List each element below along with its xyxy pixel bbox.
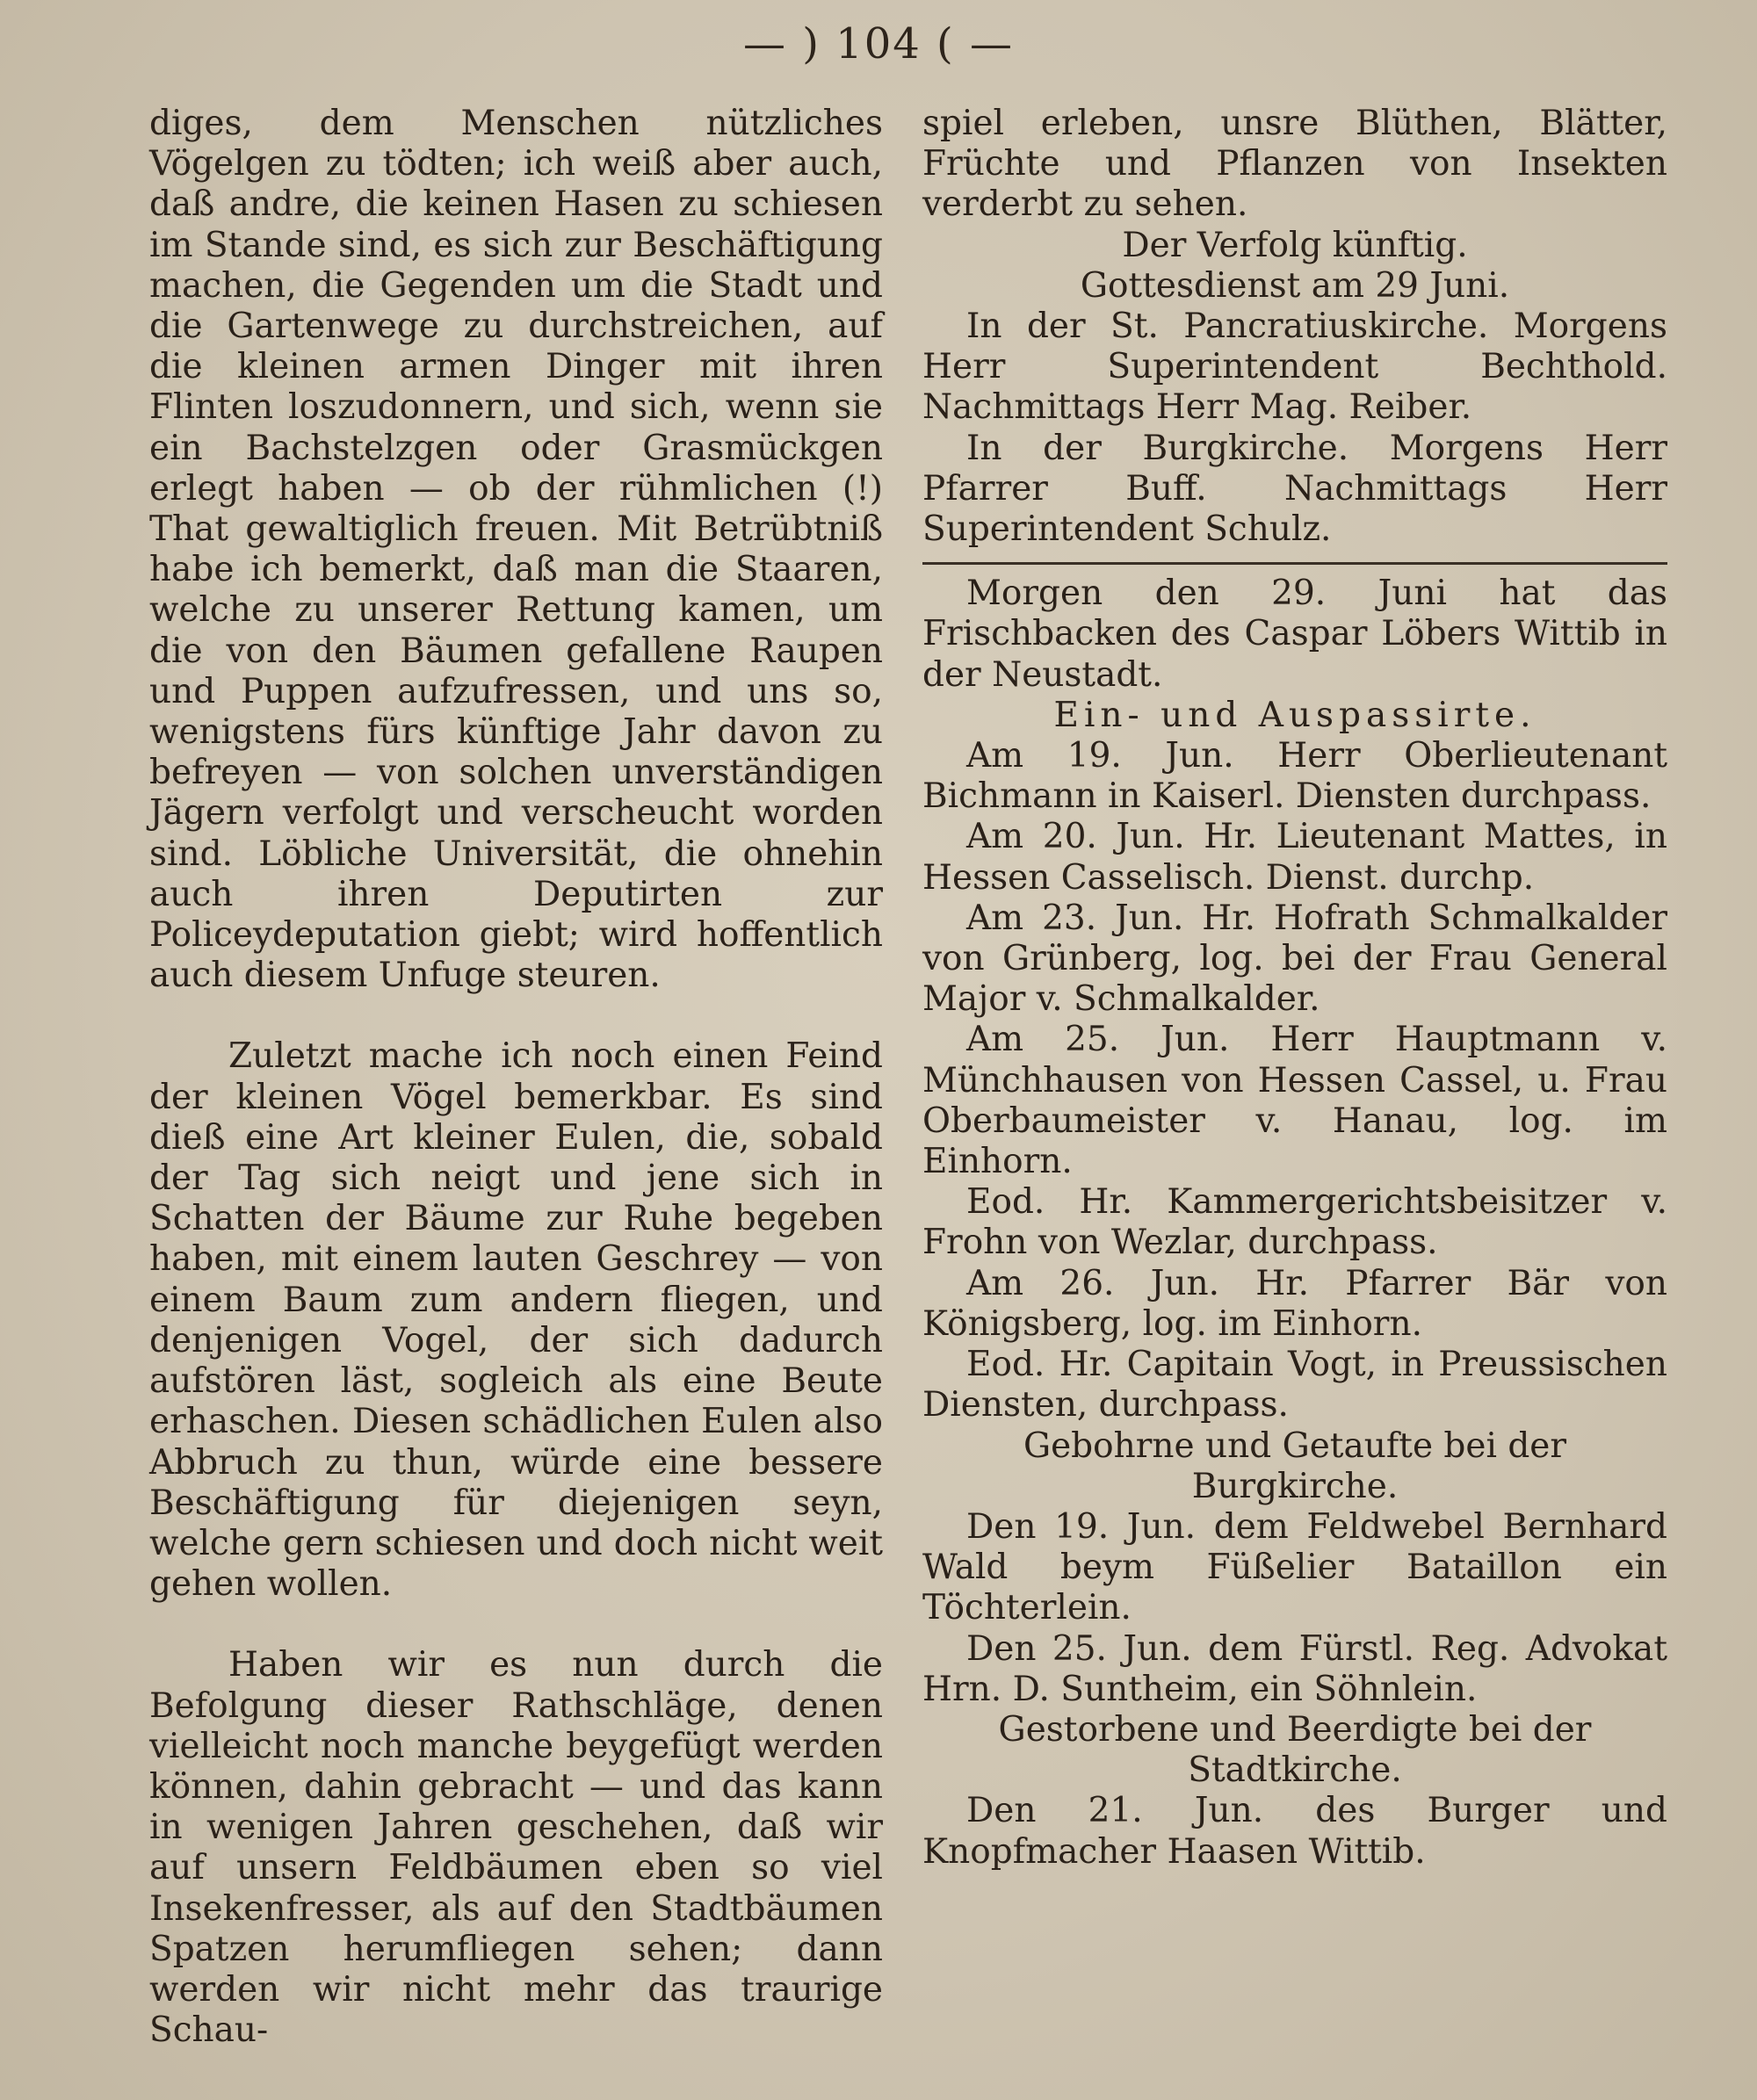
list-item: Eod. Hr. Kammergerichtsbeisitzer v. Frohn von Wezlar, durchpass. — [922, 1182, 1667, 1263]
paragraph-owls: Zuletzt mache ich noch einen Feind der kleinen Vögel bemerkbar. Es sind dieß eine Art kleiner Eulen, die, sobald der Tag sich neigt und jene sich in Schatten der Bäume zur Ruhe begeben haben, mit einem lauten Geschrey — von einem Baum zum andern fliegen, und denjenigen Vogel, der sich dadurch aufstören läst, sogleich als eine Beute erhaschen. Diesen schädlichen Eulen also Abbruch zu thun, würde eine bessere Beschäftigung für diejenigen seyn, welche gern schiesen und doch nicht weit gehen wollen. — [149, 1036, 883, 1605]
list-item: Am 25. Jun. Herr Hauptmann v. Münchhausen von Hessen Cassel, u. Frau Oberbaumeister v. Hanau, log. im Einhorn. — [922, 1020, 1667, 1182]
page-number: — ) 104 ( — — [742, 19, 1015, 69]
list-item: Am 20. Jun. Hr. Lieutenant Mattes, in Hessen Casselisch. Dienst. durchp. — [922, 817, 1667, 898]
left-column — [149, 104, 883, 2051]
baking-notice: Morgen den 29. Juni hat das Frischbacken des Caspar Löbers Wittib in der Neustadt. — [922, 574, 1667, 695]
list-item: Am 23. Jun. Hr. Hofrath Schmalkalder von Grünberg, log. bei der Frau General Major v. Schmalkalder. — [922, 898, 1667, 1020]
right-column — [922, 104, 1667, 1873]
list-item: Eod. Hr. Capitain Vogt, in Preussischen Diensten, durchpass. — [922, 1345, 1667, 1425]
service-heading: Gottesdienst am 29 Juni. — [1080, 265, 1510, 306]
list-item: Am 26. Jun. Hr. Pfarrer Bär von Königsberg, log. im Einhorn. — [922, 1263, 1667, 1344]
travellers-heading: Ein- und Auspassirte. — [1053, 695, 1536, 735]
service-pancratius: In der St. Pancratiuskirche. Morgens Herr Superintendent Bechthold. Nachmittags Herr Mag. Reiber. — [922, 307, 1667, 428]
paragraph-songbirds: diges, dem Menschen nützliches Vögelgen zu tödten; ich weiß aber auch, daß andre, die keinen Hasen zu schiesen im Stande sind, es sich zur Beschäftigung machen, die Gegenden um die Stadt und die Gartenwege zu durchstreichen, auf die kleinen armen Dinger mit ihren Flinten loszudonnern, und sich, wenn sie ein Bachstelzgen oder Grasmückgen erlegt haben — ob der rühmlichen (!) That gewaltiglich freuen. Mit Betrübtniß habe ich bemerkt, daß man die Staaren, welche zu unserer Rettung kamen, um die von den Bäumen gefallene Raupen und Puppen aufzufressen, und uns so, wenigstens fürs künftige Jahr davon zu befreyen — von solchen unverständigen Jägern verfolgt und verscheucht worden sind. Löbliche Universität, die ohnehin auch ihren Deputirten zur Policeydeputation giebt; wird hoffentlich auch diesem Unfuge steuren. — [149, 104, 883, 996]
to-be-continued: Der Verfolg künftig. — [1122, 225, 1468, 265]
list-item: Den 21. Jun. des Burger und Knopfmacher Haasen Wittib. — [922, 1791, 1667, 1872]
list-item: Am 19. Jun. Herr Oberlieutenant Bichmann in Kaiserl. Diensten durchpass. — [922, 736, 1667, 817]
list-item: Den 25. Jun. dem Fürstl. Reg. Advokat Hrn. D. Suntheim, ein Söhnlein. — [922, 1628, 1667, 1709]
service-burgkirche: In der Burgkirche. Morgens Herr Pfarrer Buff. Nachmittags Herr Superintendent Schulz. — [922, 428, 1667, 550]
deaths-heading: Gestorbene und Beerdigte bei der Stadtkirche. — [998, 1709, 1592, 1791]
list-item: Den 19. Jun. dem Feldwebel Bernhard Wald beym Füßelier Bataillon ein Töchterlein. — [922, 1506, 1667, 1628]
section-divider — [922, 562, 1667, 565]
paragraph-conclusion: Haben wir es nun durch die Befolgung dieser Rathschläge, denen vielleicht noch manche beygefügt werden können, dahin gebracht — und das kann in wenigen Jahren geschehen, daß wir auf unsern Feldbäumen eben so viel Insekenfresser, als auf den Stadtbäumen Spatzen herumfliegen sehen; dann werden wir nicht mehr das traurige Schau- — [149, 1645, 883, 2051]
births-heading: Gebohrne und Getaufte bei der Burgkirche. — [1023, 1425, 1567, 1506]
paragraph-continuation: spiel erleben, unsre Blüthen, Blätter, Früchte und Pflanzen von Insekten verderbt zu sehen. — [922, 104, 1667, 225]
